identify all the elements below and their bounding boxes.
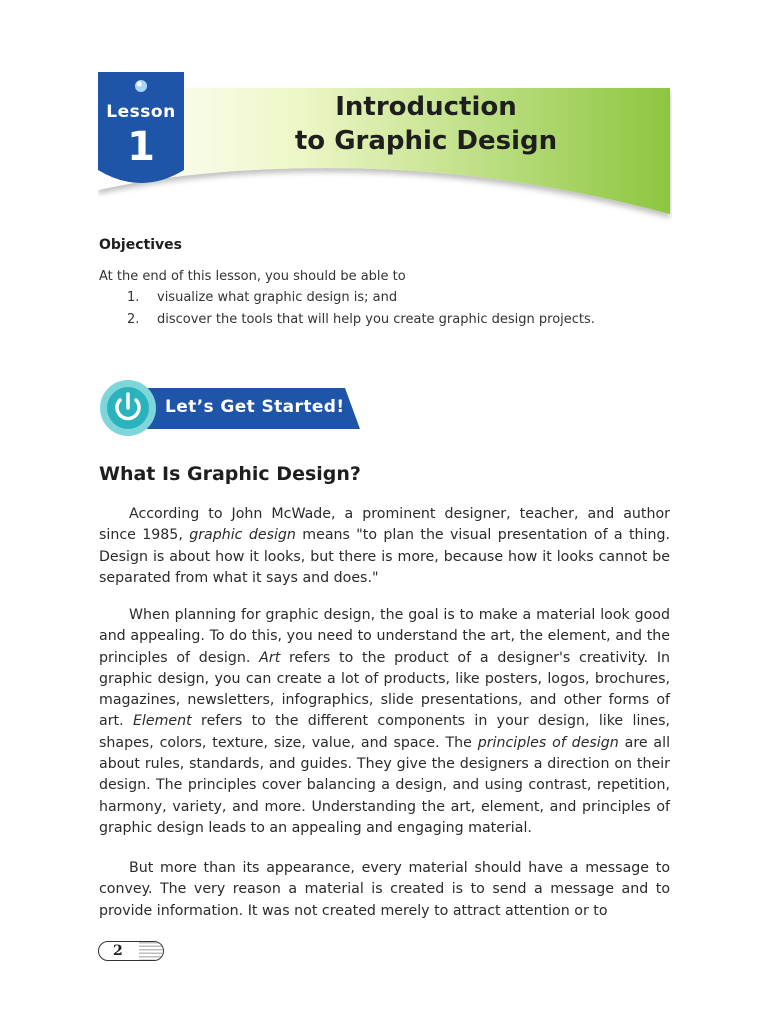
paragraph-2 xyxy=(99,605,670,839)
paragraph-1 xyxy=(99,504,670,589)
paragraph-text: are all about rules, standards, and guides. They give the designers a direction on their design. The principles cover balancing a design, and using contrast, repetition, harmony, variety, and more. Understanding the art, element, and principles of graphic design leads to an appealing and engaging material. xyxy=(99,734,671,836)
emphasis-term: graphic design xyxy=(189,527,296,544)
paragraph-text: refers to the different components in your design, like lines, shapes, colors, texture, size, value, and space. The xyxy=(99,713,671,751)
page-number: 2 xyxy=(113,943,123,959)
paragraph-text: refers to the product of a designer's creativity. In graphic design, you can create a lot of products, like posters, logos, brochures, magazines, newsletters, infographics, slide presentations, and other forms of art. xyxy=(99,649,670,730)
list-item xyxy=(99,312,595,334)
paragraph-text: means "to plan the visual presentation of a thing. Design is about how it looks, but there is more, because how it looks cannot be separated from what it says and does." xyxy=(99,527,670,586)
title-line-2: to Graphic Design xyxy=(294,126,558,156)
page-title xyxy=(276,90,576,158)
list-item-text: visualize what graphic design is; and xyxy=(157,290,398,305)
emphasis-term: principles of design xyxy=(477,734,619,751)
lesson-number: 1 xyxy=(127,124,155,170)
list-item xyxy=(99,290,595,312)
page-number-badge xyxy=(98,941,164,961)
list-item-text: discover the tools that will help you create graphic design projects. xyxy=(157,312,595,327)
paragraph-3: But more than its appearance, every material should have a message to convey. The very reason a material is created is to send a message and to provide information. It was not created merely to attract attention or to xyxy=(99,860,670,919)
objectives-list xyxy=(99,290,595,334)
list-item-number: 1. xyxy=(127,290,140,305)
paragraph-text: When planning for graphic design, the goal is to make a material look good and appealing. To do this, you need to understand the art, the element, and the principles of design. xyxy=(99,607,670,666)
section-heading: What Is Graphic Design? xyxy=(99,463,361,485)
emphasis-term: Art xyxy=(259,649,281,666)
page-number-stripes xyxy=(139,942,163,960)
lesson-banner xyxy=(98,72,672,222)
badge-dot-icon xyxy=(135,80,147,92)
emphasis-term: Element xyxy=(132,713,192,730)
title-line-1: Introduction xyxy=(335,92,517,122)
lets-get-started-banner xyxy=(97,380,363,436)
list-item-number: 2. xyxy=(127,312,140,327)
objectives-intro: At the end of this lesson, you should be able to xyxy=(99,269,406,284)
lesson-label: Lesson xyxy=(106,102,176,122)
paragraph-text: According to John McWade, a prominent designer, teacher, and author since 1985, xyxy=(99,506,670,544)
objectives-heading: Objectives xyxy=(99,237,182,253)
started-label: Let’s Get Started! xyxy=(165,397,345,417)
